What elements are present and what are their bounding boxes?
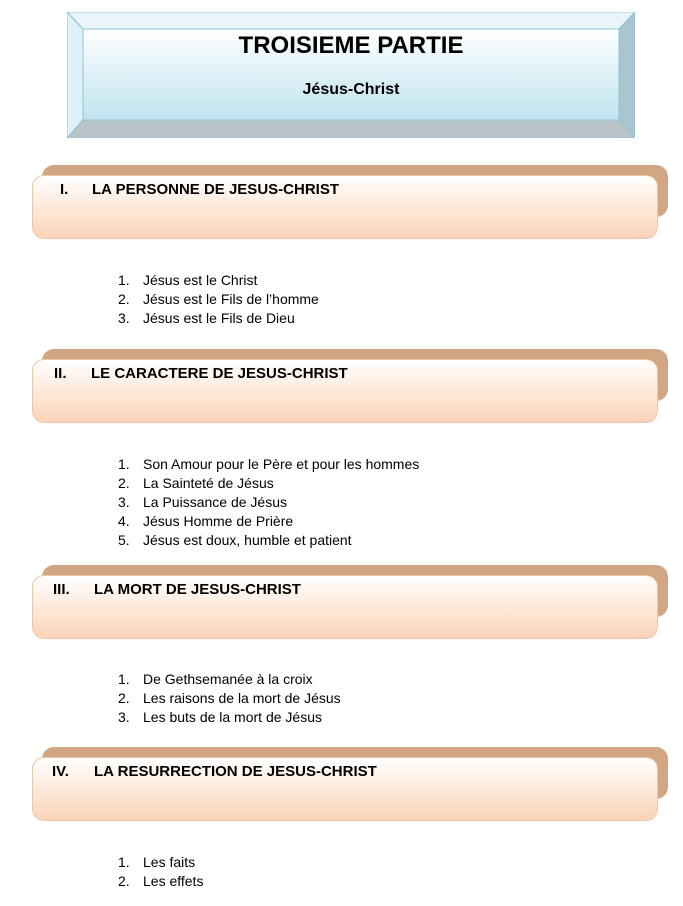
list-item — [118, 474, 419, 493]
section-banner-3 — [32, 565, 668, 645]
list-text: Les raisons de la mort de Jésus — [143, 690, 341, 706]
list-item — [118, 493, 419, 512]
section-heading: LA MORT DE JESUS-CHRIST — [94, 581, 301, 598]
list-text: Jésus est doux, humble et patient — [143, 532, 352, 548]
bevel-frame — [67, 12, 635, 138]
list-text: Jésus Homme de Prière — [143, 513, 294, 529]
list-item — [118, 708, 341, 727]
list-item — [118, 271, 319, 290]
list-number: 1. — [118, 854, 130, 870]
section-list-4 — [118, 853, 203, 891]
list-number: 2. — [118, 475, 130, 491]
list-text: La Sainteté de Jésus — [143, 475, 274, 491]
list-number: 2. — [118, 873, 130, 889]
list-item — [118, 455, 419, 474]
section-banner-2 — [32, 349, 668, 429]
page-subtitle: Jésus-Christ — [302, 81, 400, 98]
section-banner-1 — [32, 165, 668, 245]
list-text: Jésus est le Christ — [143, 272, 258, 288]
section-banner-4 — [32, 747, 668, 827]
section-list-2 — [118, 455, 419, 550]
list-number: 3. — [118, 310, 130, 326]
page-title: TROISIEME PARTIE — [238, 32, 464, 59]
list-number: 2. — [118, 291, 130, 307]
list-item — [118, 689, 341, 708]
list-item — [118, 531, 419, 550]
list-text: Les buts de la mort de Jésus — [143, 709, 322, 725]
list-number: 3. — [118, 709, 130, 725]
section-numeral: I. — [60, 181, 69, 198]
list-number: 3. — [118, 494, 130, 510]
list-text: Jésus est le Fils de l’homme — [143, 291, 319, 307]
list-item — [118, 309, 319, 328]
section-numeral: II. — [54, 365, 67, 382]
section-numeral: IV. — [52, 763, 69, 780]
list-item — [118, 872, 203, 891]
section-heading: LA PERSONNE DE JESUS-CHRIST — [92, 181, 339, 198]
list-number: 1. — [118, 671, 130, 687]
section-heading: LE CARACTERE DE JESUS-CHRIST — [91, 365, 348, 382]
list-item — [118, 853, 203, 872]
list-text: Les faits — [143, 854, 196, 870]
list-number: 5. — [118, 532, 130, 548]
list-text: De Gethsemanée à la croix — [143, 671, 313, 687]
list-text: Jésus est le Fils de Dieu — [143, 310, 295, 326]
list-number: 1. — [118, 456, 130, 472]
section-numeral: III. — [53, 581, 70, 598]
list-item — [118, 512, 419, 531]
list-item — [118, 670, 341, 689]
title-box — [67, 12, 635, 138]
section-heading: LA RESURRECTION DE JESUS-CHRIST — [94, 763, 377, 780]
section-list-3 — [118, 670, 341, 727]
list-item — [118, 290, 319, 309]
list-number: 4. — [118, 513, 130, 529]
list-text: La Puissance de Jésus — [143, 494, 287, 510]
section-list-1 — [118, 271, 319, 328]
list-text: Les effets — [143, 873, 204, 889]
list-number: 1. — [118, 272, 130, 288]
list-text: Son Amour pour le Père et pour les hommes — [143, 456, 420, 472]
list-number: 2. — [118, 690, 130, 706]
